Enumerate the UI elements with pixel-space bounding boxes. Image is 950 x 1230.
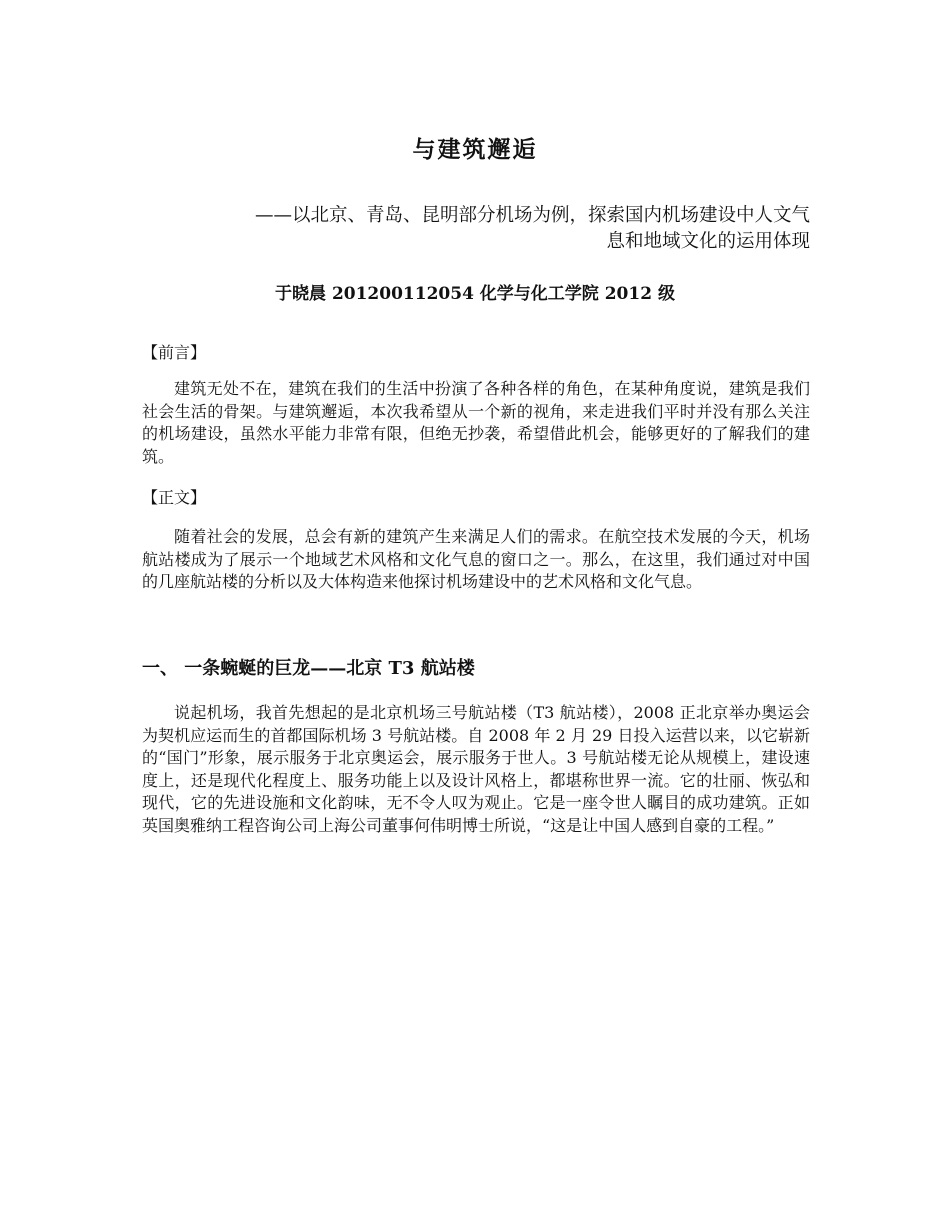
preface-label: 【前言】 [142,343,207,362]
document-title: 与建筑邂逅 [412,136,538,163]
subtitle-line-1: ——以北京、青岛、昆明部分机场为例，探索国内机场建设中人文气 [254,205,810,226]
author-line: 于晓晨 201200112054 化学与化工学院 2012 级 [275,284,675,304]
section-1-paragraph: 说起机场，我首先想起的是北京机场三号航站楼（T3 航站楼），2008 正北京举办奥运会为契机应运而生的首都国际机场 3 号航站楼。自 2008 年 2 月 29 日投入运营以来，以它崭新的“国门”形象，展示服务于北京奥运会，展示服务于世人。3 号航站楼无论从规模上，建设速度上，还是现代化程度上、服务功能上以及设计风格上，都堪称世界一流。它的壮丽、恢弘和现代，它的先进设施和文化韵味，无不令人叹为观止。它是一座令世人瞩目的成功建筑。正如英国奥雅纳工程咨询公司上海公司董事何伟明博士所说，“这是让中国人感到自豪的工程。” [142,703,810,835]
document-subtitle [142,203,810,255]
subtitle-line-2: 息和地域文化的运用体现 [606,231,810,252]
body-intro-paragraph: 随着社会的发展，总会有新的建筑产生来满足人们的需求。在航空技术发展的今天，机场航站楼成为了展示一个地域艺术风格和文化气息的窗口之一。那么，在这里，我们通过对中国的几座航站楼的分析以及大体构造来他探讨机场建设中的艺术风格和文化气息。 [142,527,810,591]
section-1-heading: 一、 一条蜿蜒的巨龙——北京 T3 航站楼 [142,658,475,679]
preface-paragraph: 建筑无处不在，建筑在我们的生活中扮演了各种各样的角色，在某种角度说，建筑是我们社会生活的骨架。与建筑邂逅，本次我希望从一个新的视角，来走进我们平时并没有那么关注的机场建设，虽然水平能力非常有限，但绝无抄袭，希望借此机会，能够更好的了解我们的建筑。 [142,379,810,466]
body-label: 【正文】 [142,488,207,507]
